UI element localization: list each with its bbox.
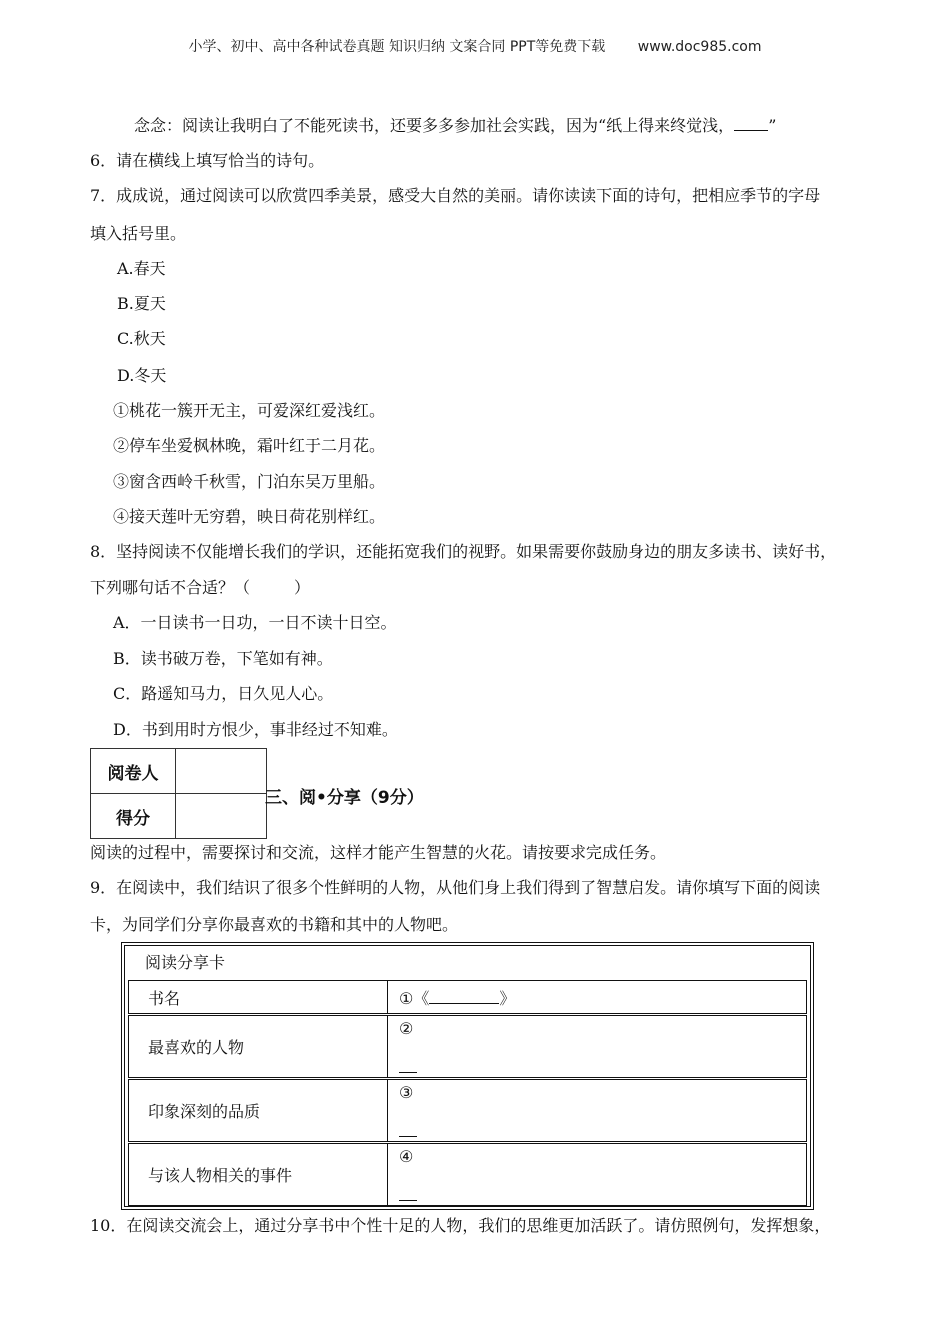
quality-answer-field[interactable]: [387, 1080, 806, 1141]
character-answer-field[interactable]: [387, 1016, 806, 1077]
circled-number: ④: [399, 1147, 414, 1166]
answer-dash: [399, 1200, 417, 1201]
question-8-prompt: 下列哪句话不合适？（: [90, 578, 251, 597]
circled-number: ①: [399, 989, 414, 1008]
q8-option: B．读书破万卷，下笔如有神。: [113, 649, 333, 668]
season-option: C.秋天: [117, 329, 166, 348]
circled-number: ③: [399, 1083, 414, 1102]
niannian-text: 念念：阅读让我明白了不能死读书，还要多多参加社会实践，因为“纸上得来终觉浅，: [134, 116, 735, 135]
question-8-line2: [90, 575, 310, 598]
card-label: 印象深刻的品质: [148, 1102, 261, 1121]
poem-line: ④接天莲叶无穷碧，映日荷花别样红。: [113, 507, 386, 526]
card-label: 书名: [148, 989, 181, 1008]
card-row-character: [128, 1015, 807, 1078]
niannian-quote-close: ”: [768, 116, 777, 135]
score-label: 得分: [91, 794, 176, 839]
poem-line: ①桃花一簇开无主，可爱深红爱浅红。: [113, 401, 386, 420]
question-6: 6．请在横线上填写恰当的诗句。: [90, 151, 325, 170]
poem-line: ②停车坐爱枫林晚，霜叶红于二月花。: [113, 436, 386, 455]
answer-dash: [399, 1136, 417, 1137]
question-10-line1: 10．在阅读交流会上，通过分享书中个性十足的人物，我们的思维更加活跃了。请仿照例句，发挥想象，: [90, 1216, 831, 1235]
question-9-line1: 9．在阅读中，我们结识了很多个性鲜明的人物，从他们身上我们得到了智慧启发。请你填写下面的阅读: [90, 878, 821, 897]
reading-share-card: [121, 942, 814, 1210]
card-row-book: [128, 980, 807, 1014]
answer-dash: [399, 1072, 417, 1073]
reviewer-value-cell: [176, 749, 267, 794]
q8-option: C．路遥知马力，日久见人心。: [113, 684, 334, 703]
circled-number: ②: [399, 1019, 414, 1038]
question-9-line2: 卡，为同学们分享你最喜欢的书籍和其中的人物吧。: [90, 915, 459, 934]
poem-line: ③窗含西岭千秋雪，门泊东吴万里船。: [113, 472, 386, 491]
card-title: 阅读分享卡: [145, 953, 226, 972]
book-title-open: 《: [413, 989, 430, 1008]
score-value-cell: [176, 794, 267, 839]
question-8-line1: 8．坚持阅读不仅能增长我们的学识，还能拓宽我们的视野。如果需要你鼓励身边的朋友多读书、读好书，: [90, 542, 837, 561]
question-7-line1: 7．成成说，通过阅读可以欣赏四季美景，感受大自然的美丽。请你读读下面的诗句，把相应季节的字母: [90, 186, 821, 205]
card-label-cell: [129, 1144, 388, 1205]
card-label-cell: [129, 1016, 388, 1077]
season-option: D.冬天: [117, 366, 167, 385]
card-label: 最喜欢的人物: [148, 1038, 245, 1057]
reviewer-label: 阅卷人: [91, 749, 176, 794]
section-3-title: 三、阅•分享（9分）: [265, 788, 424, 808]
q8-option: D．书到用时方恨少，事非经过不知难。: [113, 720, 398, 739]
book-title-close: 》: [499, 989, 516, 1008]
header-text: 小学、初中、高中各种试卷真题 知识归纳 文案合同 PPT等免费下载: [188, 39, 606, 55]
book-name-blank: [429, 989, 499, 1004]
card-label-cell: [129, 981, 388, 1013]
event-answer-field[interactable]: [387, 1144, 806, 1205]
section-intro: 阅读的过程中，需要探讨和交流，这样才能产生智慧的火花。请按要求完成任务。: [90, 843, 667, 862]
book-name-field[interactable]: [399, 986, 515, 1009]
card-row-event: [128, 1143, 807, 1206]
q8-option: A．一日读书一日功，一日不读十日空。: [113, 613, 397, 632]
answer-blank: [734, 116, 768, 131]
season-option: A.春天: [117, 259, 166, 278]
card-label-cell: [129, 1080, 388, 1141]
header-site: www.doc985.com: [637, 39, 762, 55]
niannian-line: [134, 113, 776, 136]
question-8-paren-close: ）: [294, 578, 311, 597]
card-row-quality: [128, 1079, 807, 1142]
season-option: B.夏天: [117, 294, 166, 313]
score-table: [90, 748, 267, 839]
page-header: [0, 36, 950, 56]
question-7-line2: 填入括号里。: [90, 224, 187, 243]
card-label: 与该人物相关的事件: [148, 1166, 293, 1185]
